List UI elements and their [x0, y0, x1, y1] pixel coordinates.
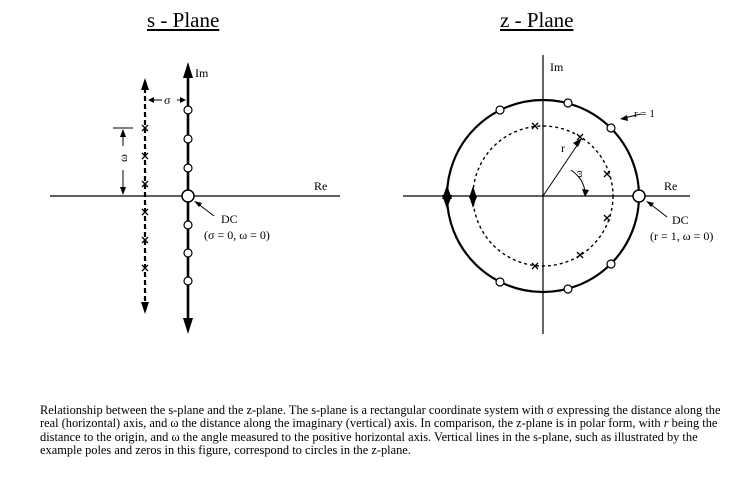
z-plane-zero	[633, 190, 645, 202]
z-plane-diagram	[403, 55, 690, 334]
z-plane-pole	[577, 252, 583, 258]
z-plane-zero	[564, 99, 572, 107]
sigma-label: σ	[164, 93, 171, 107]
s-plane-title: s - Plane	[147, 8, 220, 32]
s-plane-dc-label: DC	[221, 212, 238, 226]
caption-text-part-1: Relationship between the s-plane and the z-plane. The s-plane is a rectangular coordinate system with σ expressing the distance along the real (horizontal) axis, and ω the distance along the imaginary (vertical) axis. In comparison, the z-plane is in polar form, with	[40, 403, 721, 431]
s-plane-zero	[184, 106, 192, 114]
z-plane-zero	[496, 106, 504, 114]
s-plane-imaginary-arrow-down	[183, 318, 193, 334]
z-plane-omega-label: ω	[573, 170, 585, 178]
unit-circle-label: r = 1	[634, 108, 655, 120]
s-plane-dc-values: (σ = 0, ω = 0)	[204, 228, 270, 242]
s-plane-im-label: Im	[195, 66, 209, 80]
z-plane-zero	[607, 124, 615, 132]
s-plane-zero	[184, 164, 192, 172]
pole-circle-arrow-down	[469, 196, 477, 208]
s-plane-zero	[184, 277, 192, 285]
s-plane-omega-label: ω	[116, 154, 130, 162]
z-plane-pole	[532, 123, 538, 129]
z-plane-dc-values: (r = 1, ω = 0)	[650, 229, 714, 243]
s-plane-zero	[184, 135, 192, 143]
z-plane-title: z - Plane	[500, 8, 574, 32]
s-plane-diagram	[50, 62, 340, 334]
unit-circle-leader-arrow	[620, 115, 628, 121]
unit-circle-arrow-down	[442, 195, 452, 209]
z-plane-pole	[604, 215, 610, 221]
caption-r-italic: r	[663, 416, 669, 431]
s-plane-pole-line-arrow-down	[141, 302, 149, 314]
z-plane-pole	[577, 134, 583, 140]
z-plane-dc-label: DC	[672, 213, 689, 227]
s-plane-zero	[184, 249, 192, 257]
s-plane-re-label: Re	[314, 179, 328, 193]
s-plane-pole-line-arrow-up	[141, 78, 149, 90]
s-plane-imaginary-arrow-up	[183, 62, 193, 78]
z-plane-zero	[564, 285, 572, 293]
z-plane-im-label: Im	[550, 60, 564, 74]
radius-label: r	[561, 141, 565, 155]
caption-text-part-2: being the distance to the origin, and ω the angle measured to the positive horizontal axis. Vertical lines in the s-plane, such as illustrated by the example poles and zeros in this figure, correspond to circles in the z-plane.	[40, 416, 718, 458]
figure-caption	[40, 404, 730, 458]
z-plane-zero	[607, 260, 615, 268]
z-plane-re-label: Re	[664, 179, 678, 193]
z-plane-zero	[496, 278, 504, 286]
s-plane-zero	[184, 221, 192, 229]
s-plane-zero	[182, 190, 194, 202]
